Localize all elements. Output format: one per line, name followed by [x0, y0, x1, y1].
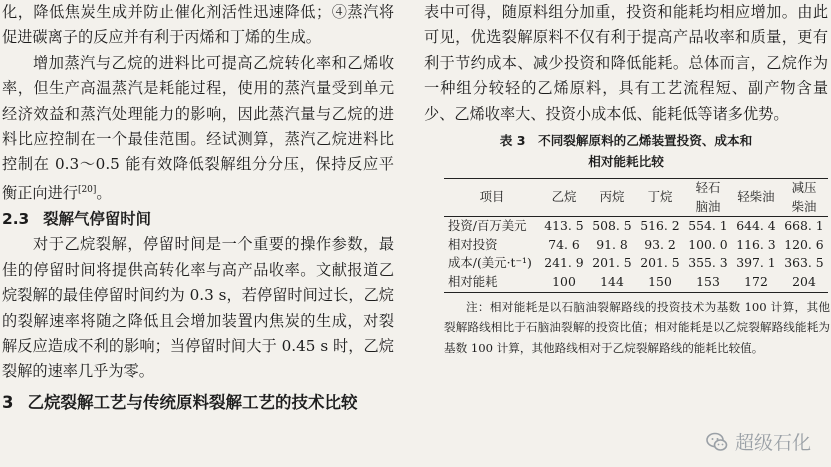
table-cell: 355. 3 — [688, 255, 728, 271]
table-header-cell: 丁烷 — [647, 189, 673, 205]
table-cell: 100 — [552, 274, 576, 289]
table-cell: 144 — [600, 274, 624, 289]
table-cell: 554. 1 — [688, 218, 728, 234]
table-header-cell: 丙烷 — [599, 189, 625, 205]
table-cell: 668. 1 — [784, 218, 824, 234]
table-row — [444, 217, 828, 236]
table-header-cell: 轻柴油 — [737, 189, 775, 205]
section-heading-2-3 — [2, 206, 394, 232]
table-cell: 397. 1 — [736, 255, 776, 271]
table-caption-line-2: 相对能耗比较 — [588, 154, 664, 170]
table-cell: 91. 8 — [596, 236, 628, 252]
table-header-cell: 乙烷 — [551, 189, 577, 205]
wechat-icon — [705, 430, 729, 454]
paragraph-steam-ratio-text: 增加蒸汽与乙烷的进料比可提高乙烷转化率和乙烯收率，但生产高温蒸汽是耗能过程，使用的蒸汽量受到单元经济效益和蒸汽处理能力的影响，因此蒸汽量与乙烷的进料比应控制在一个最佳范围。经试测算，蒸汽乙烷进料比控制在 0.3～0.5 能有效降低裂解组分分压，保持反应平衡正向进行 — [2, 53, 394, 202]
table-cell: 413. 5 — [544, 218, 584, 234]
table-caption-line-1: 表 3 不同裂解原料的乙烯装置投资、成本和 — [499, 133, 753, 149]
table-cell: 100. 0 — [688, 236, 728, 252]
table-cell: 投资/百万美元 — [448, 218, 527, 234]
table-row — [444, 236, 828, 255]
cost-comparison-table — [444, 178, 828, 293]
section-number: 2.3 — [2, 210, 30, 229]
section-heading-3 — [2, 389, 394, 416]
table-header-cell: 项目 — [479, 189, 505, 205]
table-cell: 172 — [744, 274, 768, 289]
left-column — [2, 0, 394, 416]
table-header-cell: 减压 柴油 — [791, 180, 817, 214]
table-cell: 相对投资 — [448, 236, 498, 252]
paragraph-steam-effects: 化，降低焦炭生成并防止催化剂活性迅速降低；④蒸汽将促进碳离子的反应并有利于丙烯和丁烯的生成。 — [2, 3, 394, 47]
table-cell: 74. 6 — [548, 236, 580, 252]
table-cell: 93. 2 — [644, 236, 676, 252]
watermark-text: 超级石化 — [734, 432, 811, 454]
paragraph-steam-ratio-end: 。 — [96, 183, 112, 202]
section-title: 裂解气停留时间 — [43, 210, 152, 229]
table-cell: 201. 5 — [640, 255, 680, 271]
citation-ref: [20] — [77, 184, 97, 195]
table-row — [444, 254, 828, 273]
table-note: 注：相对能耗是以石脑油裂解路线的投资技术为基数 100 计算，其他裂解路线相比于石脑油裂解的投资比值；相对能耗是以乙烷裂解路线能耗为基数 100 计算，其他路线相对于乙烷裂解路线的能耗比较值。 — [444, 299, 830, 355]
paragraph-residence-time: 对于乙烷裂解，停留时间是一个重要的操作参数，最佳的停留时间将提供高转化率与高产品收率。文献报道乙烷裂解的最佳停留时间约为 0.3 s，若停留时间过长，乙烷的裂解速率将随之降低且会增加装置内焦炭的生成，对裂解反应造成不利的影响；当停留时间大于 0.45 s 时，乙烷裂解的速率几乎为零。 — [2, 235, 394, 381]
table-cell: 成本/(美元·t⁻¹) — [448, 255, 532, 271]
table-row — [444, 273, 828, 292]
table-cell: 508. 5 — [592, 218, 632, 234]
section-number: 3 — [2, 392, 14, 412]
table-cell: 116. 3 — [736, 236, 776, 252]
table-cell: 相对能耗 — [448, 274, 498, 289]
table-cell: 644. 4 — [736, 218, 776, 234]
paragraph-steam-ratio — [2, 51, 394, 207]
watermark — [705, 428, 811, 455]
section-title: 乙烷裂解工艺与传统原料裂解工艺的技术比较 — [27, 392, 358, 412]
table-cell: 363. 5 — [784, 255, 824, 271]
table-cell: 241. 9 — [544, 255, 584, 271]
table-cell: 201. 5 — [592, 255, 632, 271]
table-header-row — [444, 179, 828, 217]
table-cell: 120. 6 — [784, 236, 824, 252]
table-header-cell: 轻石 脑油 — [695, 180, 721, 214]
table-cell: 150 — [648, 274, 672, 289]
table-cell: 204 — [792, 274, 816, 289]
table-cell: 153 — [696, 274, 720, 289]
table-cell: 516. 2 — [640, 218, 680, 234]
paragraph-summary: 表中可得，随原料组分加重，投资和能耗均相应增加。由此可见，优选裂解原料不仅有利于提高产品收率和质量，更有利于节约成本、减少投资和降低能耗。总体而言，乙烷作为一种组分较轻的乙烯原料，具有工艺流程短、副产物含量少、乙烯收率大、投资小成本低、能耗低等诸多优势。 — [424, 3, 828, 123]
right-column — [424, 0, 828, 358]
